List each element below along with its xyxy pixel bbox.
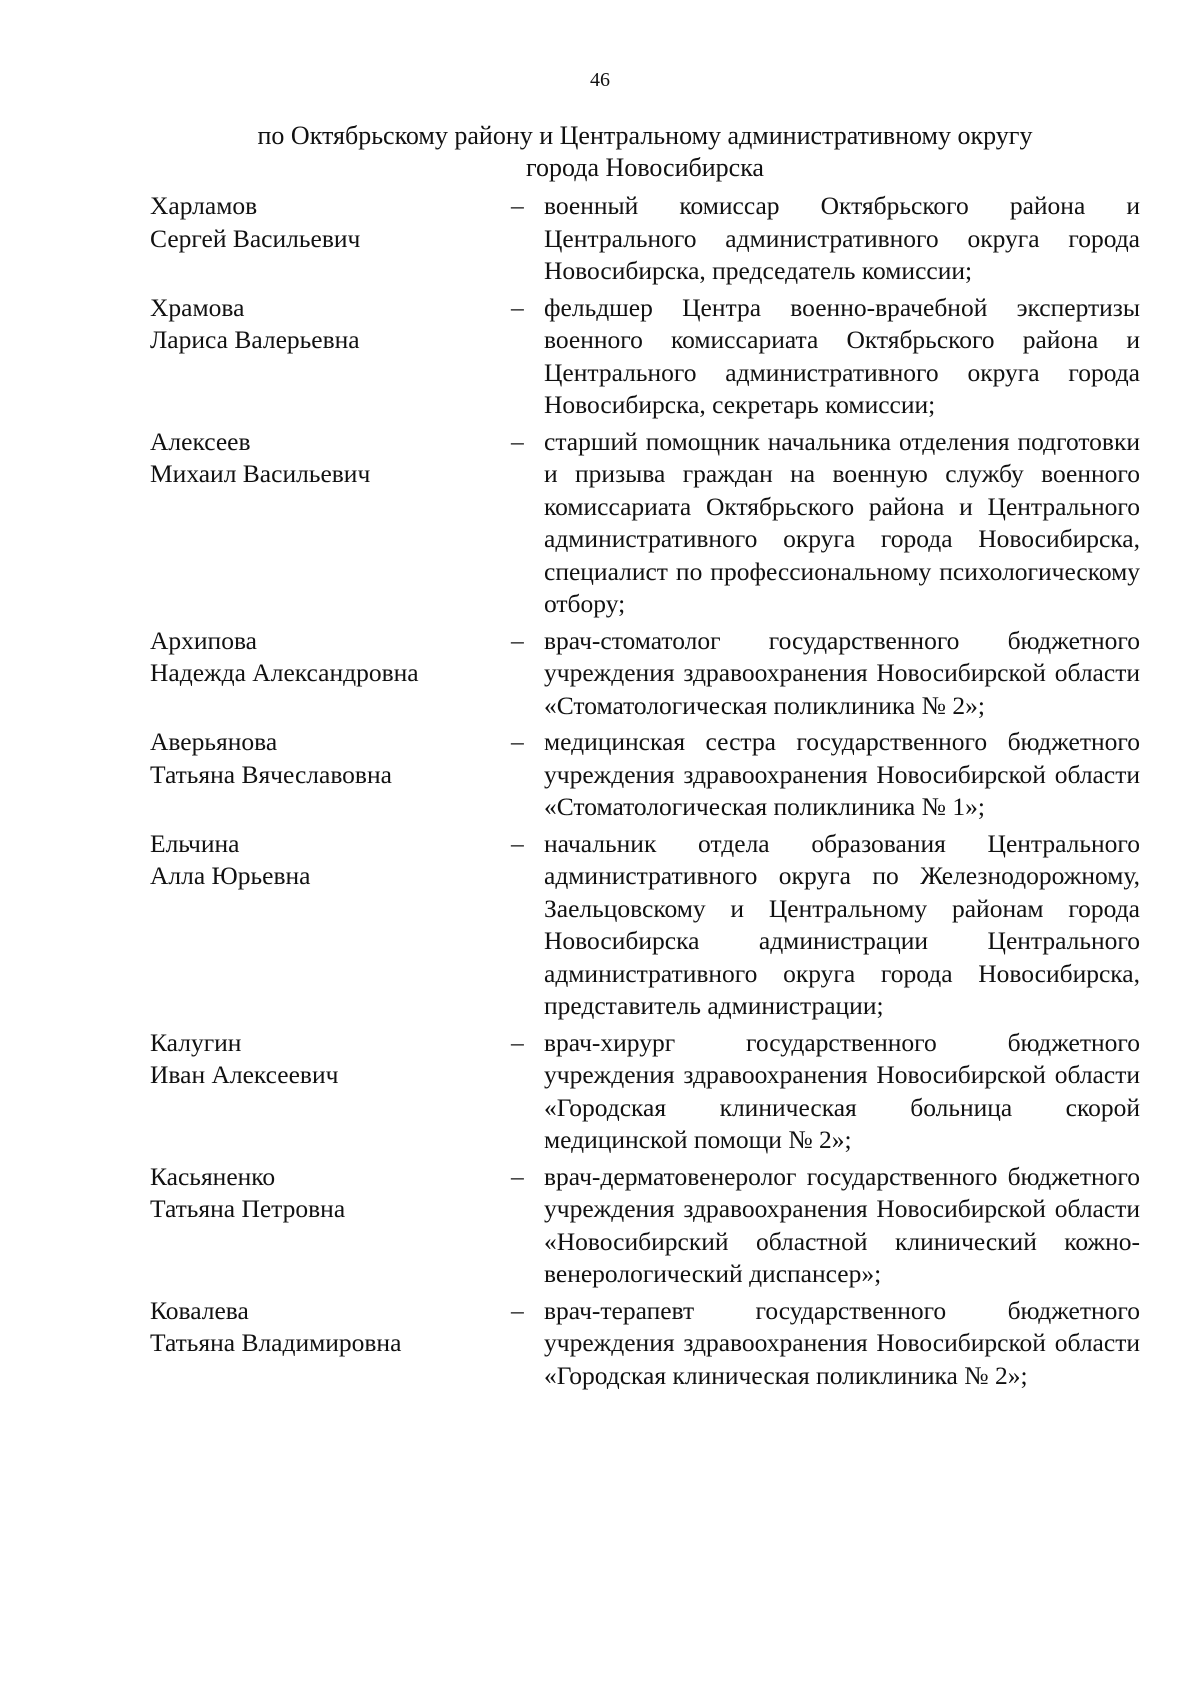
- member-entry: [150, 292, 1140, 422]
- member-surname: Архипова: [150, 625, 257, 655]
- member-dash: –: [511, 426, 524, 456]
- member-surname: Харламов: [150, 191, 258, 220]
- member-given-names: Надежда Александровна: [150, 658, 419, 687]
- member-entry: [150, 625, 1140, 723]
- member-dash: –: [511, 191, 524, 220]
- member-name: [150, 828, 505, 893]
- member-given-names: Иван Алексеевич: [150, 1060, 339, 1089]
- member-role: медицинская сестра государственного бюджетного учреждения здравоохранения Новосибирской области «Стоматологическая поликлиника № 1»;: [544, 727, 1140, 821]
- member-entry: [150, 1295, 1140, 1393]
- member-surname: Ельчина: [150, 828, 240, 858]
- member-given-names: Татьяна Вячеславовна: [150, 759, 392, 789]
- member-name: [150, 1295, 505, 1360]
- member-surname: Калугин: [150, 1027, 242, 1057]
- member-surname: Аверьянова: [150, 727, 278, 756]
- member-entry: [150, 1027, 1140, 1157]
- member-dash: –: [511, 625, 524, 655]
- member-surname: Касьяненко: [150, 1161, 276, 1191]
- member-given-names: Татьяна Петровна: [150, 1194, 346, 1223]
- member-entry: [150, 828, 1140, 1023]
- member-entry: [150, 190, 1140, 288]
- member-role: врач-терапевт государственного бюджетного учреждения здравоохранения Новосибирской области «Городская клиническая поликлиника № 2»;: [544, 1295, 1140, 1390]
- member-dash: –: [511, 292, 524, 322]
- member-dash: –: [511, 727, 524, 756]
- member-entry: [150, 726, 1140, 824]
- section-heading-line-1: по Октябрьскому району и Центральному административному округу: [257, 121, 1033, 150]
- member-dash: –: [511, 1027, 524, 1057]
- member-entry: [150, 426, 1140, 621]
- member-surname: Храмова: [150, 292, 245, 322]
- member-name: [150, 1161, 505, 1226]
- member-surname: Алексеев: [150, 426, 251, 456]
- member-role: военный комиссар Октябрьского района и Центрального административного округа города Новосибирска, председатель комиссии;: [544, 191, 1140, 285]
- member-role: врач-дерматовенеролог государственного бюджетного учреждения здравоохранения Новосибирской области «Новосибирский областной клинический кожно-венерологический диспансер»;: [544, 1161, 1140, 1288]
- member-name: [150, 190, 505, 255]
- member-given-names: Алла Юрьевна: [150, 861, 311, 890]
- member-name: [150, 1027, 505, 1092]
- member-name: [150, 726, 505, 791]
- member-role: фельдшер Центра военно-врачебной экспертизы военного комиссариата Октябрьского района и Центрального административного округа города Новосибирска, секретарь комиссии;: [544, 292, 1140, 419]
- section-heading-line-2: города Новосибирска: [526, 153, 764, 182]
- member-name: [150, 426, 505, 491]
- member-given-names: Михаил Васильевич: [150, 459, 371, 488]
- member-entry: [150, 1161, 1140, 1291]
- member-dash: –: [511, 1161, 524, 1191]
- member-dash: –: [511, 1295, 524, 1325]
- page-number: 46: [590, 69, 610, 91]
- member-role: врач-хирург государственного бюджетного учреждения здравоохранения Новосибирской области «Городская клиническая больница скорой медицинской помощи № 2»;: [544, 1027, 1140, 1154]
- member-given-names: Сергей Васильевич: [150, 223, 361, 253]
- commission-member-list: [150, 190, 1140, 1396]
- member-dash: –: [511, 828, 524, 858]
- member-role: врач-стоматолог государственного бюджетного учреждения здравоохранения Новосибирской области «Стоматологическая поликлиника № 2»;: [544, 625, 1140, 720]
- member-given-names: Лариса Валерьевна: [150, 325, 360, 354]
- member-surname: Ковалева: [150, 1295, 249, 1325]
- member-name: [150, 292, 505, 357]
- member-role: начальник отдела образования Центрального административного округа по Железнодорожному, Заельцовскому и Центральному районам города Новосибирска администрации Центрального административного округа города Новосибирска, представитель администрации;: [544, 828, 1140, 1020]
- member-name: [150, 625, 505, 690]
- member-role: старший помощник начальника отделения подготовки и призыва граждан на военную службу военного комиссариата Октябрьского района и Центрального административного округа города Новосибирска, специалист по профессиональному психологическому отбору;: [544, 426, 1140, 618]
- section-heading: [150, 120, 1140, 184]
- member-given-names: Татьяна Владимировна: [150, 1328, 402, 1357]
